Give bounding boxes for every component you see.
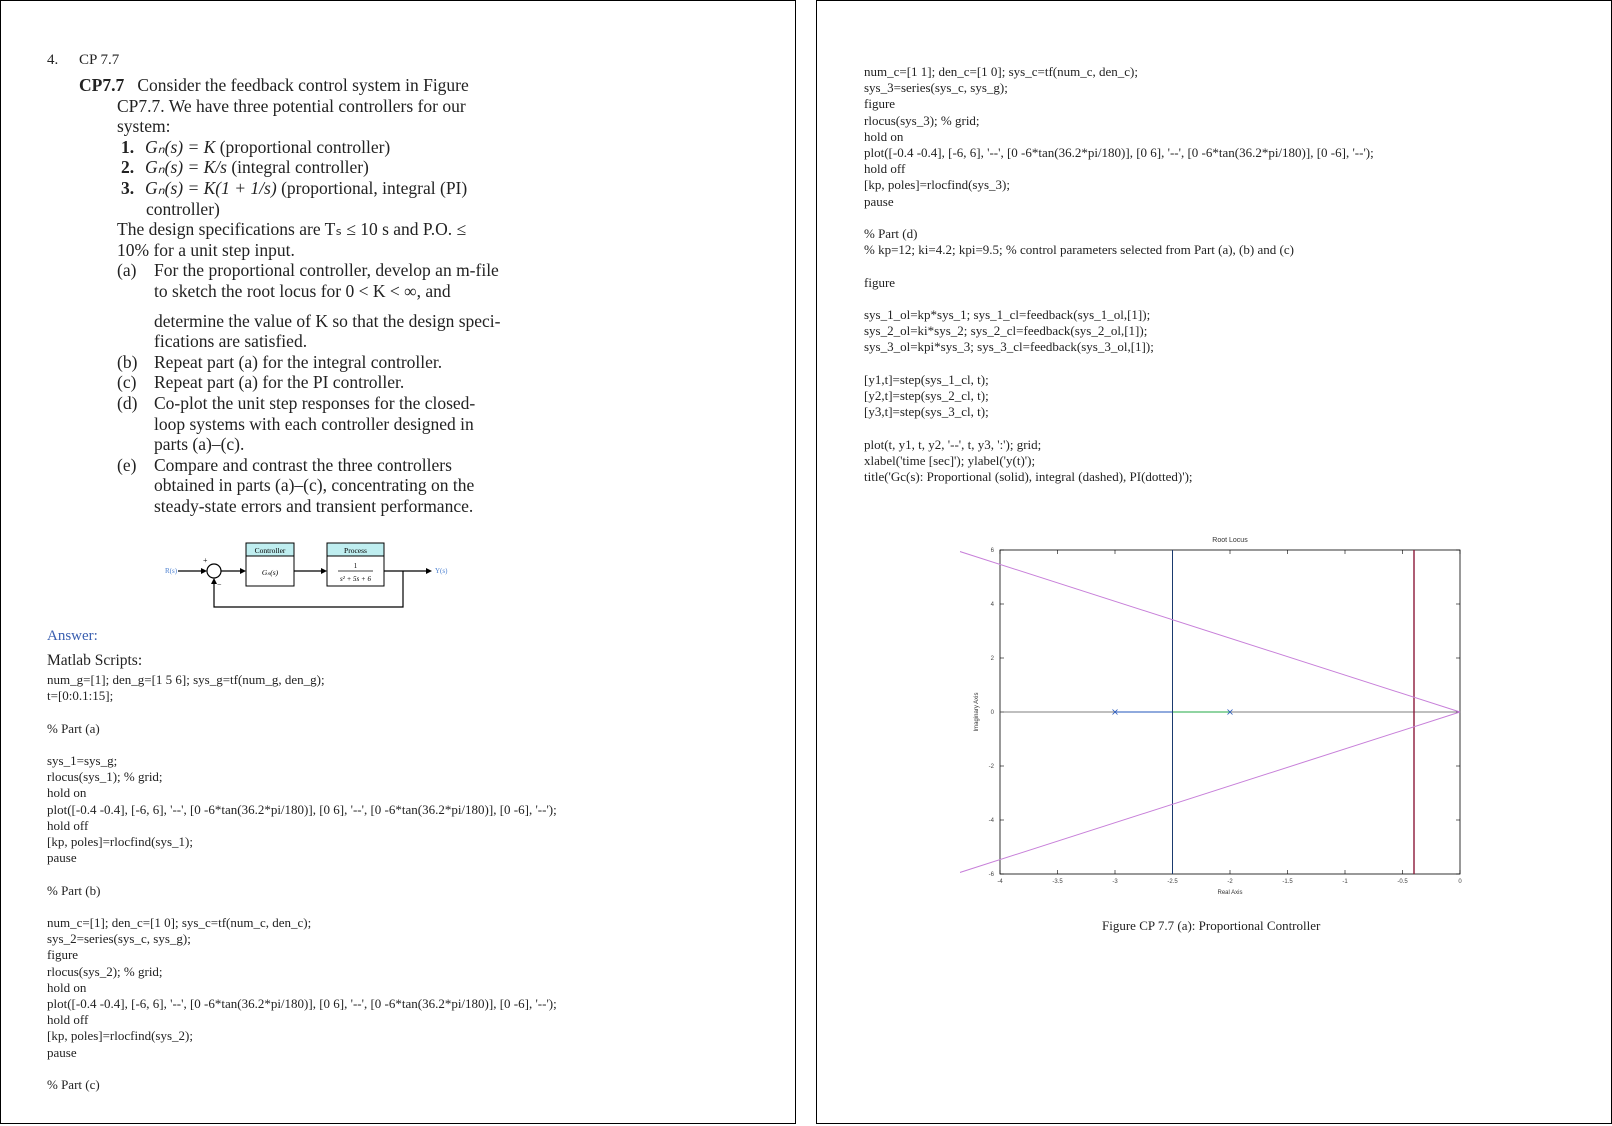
controller-item: 1. Gₙ(s) = K (proportional controller) [121, 136, 391, 157]
part-d-line: parts (a)–(c). [154, 434, 245, 455]
x-tick-label: -2.5 [1167, 879, 1178, 885]
x-tick-label: 0 [1458, 879, 1462, 885]
x-tick-label: -3 [1112, 879, 1118, 885]
arrow-icon [426, 568, 432, 574]
controller-item: 3. Gₙ(s) = K(1 + 1/s) (proportional, integral (PI) [121, 177, 468, 198]
process-numerator: 1 [353, 562, 358, 570]
y-tick-label: 6 [990, 548, 994, 554]
y-tick-label: 4 [990, 602, 994, 608]
intro-line-2: CP7.7. We have three potential controllers for our [117, 95, 466, 116]
summing-junction [207, 564, 221, 578]
minus-sign: − [217, 580, 222, 589]
part-a: (a) For the proportional controller, develop an m-file [117, 260, 499, 281]
part-e-line: steady-state errors and transient performance. [154, 495, 474, 516]
plus-sign: + [203, 556, 208, 565]
spec-line-1: The design specifications are Tₛ ≤ 10 s and P.O. ≤ [117, 219, 467, 240]
block-diagram [160, 535, 460, 615]
intro-line-3: system: [117, 116, 171, 137]
controller-3-continuation: controller) [146, 198, 220, 219]
controller-item: 2. Gₙ(s) = K/s (integral controller) [121, 157, 369, 178]
part-a-line: determine the value of K so that the design speci- [154, 310, 501, 331]
figure-caption: Figure CP 7.7 (a): Proportional Controller [1102, 918, 1321, 933]
problem-statement [79, 75, 529, 516]
chart-title: Root Locus [1212, 537, 1248, 544]
x-tick-label: -0.5 [1397, 879, 1408, 885]
arrow-icon [321, 568, 327, 574]
controller-transfer-function: Gₙ(s) [261, 568, 279, 577]
part-e: (e) Compare and contrast the three controllers [117, 454, 452, 475]
matlab-code-right: num_c=[1 1]; den_c=[1 0]; sys_c=tf(num_c, den_c); sys_3=series(sys_c, sys_g); figure rlocus(sys_3); % grid; hold on plot([-0.4 -0.4], [-6, 6], '--', [0 -6*tan(36.2*pi/180)], [0 6], '--', [0 -6*tan(36.2*pi/180)], [0 -6], '--'); hold off [kp, poles]=rlocfind(sys_3); pause % Part (d) % kp=12; ki=4.2; kpi=9.5; % control parameters selected from Part (a), (b) and (c) figure sys_1_ol=kp*sys_1; sys_1_cl=feedback(sys_1_ol,[1]); sys_2_ol=ki*sys_2; sys_2_cl=feedback(sys_2_ol,[1]); sys_3_ol=kpi*sys_3; sys_3_cl=feedback(sys_3_ol,[1]); [y1,t]=step(sys_1_cl, t); [y2,t]=step(sys_2_cl, t); [y3,t]=step(sys_3_cl, t); plot(t, y1, t, y2, '--', t, y3, ':'); grid; xlabel('time [sec]'); ylabel('y(t)'); title('Gc(s): Proportional (solid), integral (dashed), PI(dotted)'); [864, 64, 1374, 485]
y-axis-label: Imaginary Axis [974, 692, 980, 732]
part-e-line: obtained in parts (a)–(c), concentrating on the [154, 475, 475, 496]
arrow-icon [201, 568, 207, 574]
arrow-icon [240, 568, 246, 574]
root-locus-chart [960, 532, 1480, 894]
part-a-line: fications are satisfied. [154, 331, 308, 352]
controller-label: Controller [254, 546, 286, 555]
x-tick-label: -4 [997, 879, 1003, 885]
y-tick-label: 0 [990, 710, 994, 716]
part-c: (c) Repeat part (a) for the PI controller. [117, 372, 405, 393]
y-tick-label: -6 [988, 872, 994, 878]
x-tick-label: -2 [1227, 879, 1233, 885]
x-tick-label: -3.5 [1052, 879, 1063, 885]
question-header [47, 52, 119, 69]
process-label: Process [344, 546, 367, 555]
spec-line-2: 10% for a unit step input. [117, 239, 295, 260]
y-tick-label: 2 [990, 656, 994, 662]
y-tick-label: -2 [988, 764, 994, 770]
matlab-code-left: num_g=[1]; den_g=[1 5 6]; sys_g=tf(num_g, den_g); t=[0:0.1:15]; % Part (a) sys_1=sys_g; rlocus(sys_1); % grid; hold on plot([-0.4 -0.4], [-6, 6], '--', [0 -6*tan(36.2*pi/180)], [0 6], '--', [0 -6*tan(36.2*pi/180)], [0 -6], '--'); hold off [kp, poles]=rlocfind(sys_1); pause % Part (b) num_c=[1]; den_c=[1 0]; sys_c=tf(num_c, den_c); sys_2=series(sys_c, sys_g); figure rlocus(sys_2); % grid; hold on plot([-0.4 -0.4], [-6, 6], '--', [0 -6*tan(36.2*pi/180)], [0 6], '--', [0 -6*tan(36.2*pi/180)], [0 -6], '--'); hold off [kp, poles]=rlocfind(sys_2); pause % Part (c) [47, 672, 557, 1093]
part-b: (b) Repeat part (a) for the integral controller. [117, 351, 443, 372]
scripts-title: Matlab Scripts: [47, 652, 143, 669]
part-d: (d) Co-plot the unit step responses for the closed- [117, 392, 476, 413]
problem-id: CP7.7 [79, 75, 125, 95]
y-tick-label: -4 [988, 818, 994, 824]
question-title: CP 7.7 [79, 52, 120, 68]
question-number: 4. [47, 52, 59, 68]
part-a-line: to sketch the root locus for 0 < K < ∞, and [154, 280, 451, 301]
x-tick-label: -1.5 [1282, 879, 1293, 885]
answer-label: Answer: [47, 628, 98, 644]
x-axis-label: Real Axis [1217, 890, 1243, 894]
input-label: R(s) [165, 567, 178, 575]
process-denominator: s² + 5s + 6 [340, 575, 371, 583]
intro-line-1: Consider the feedback control system in Figure [137, 75, 469, 95]
x-tick-label: -1 [1342, 879, 1348, 885]
part-d-line: loop systems with each controller designed in [154, 413, 474, 434]
output-label: Y(s) [435, 567, 448, 575]
